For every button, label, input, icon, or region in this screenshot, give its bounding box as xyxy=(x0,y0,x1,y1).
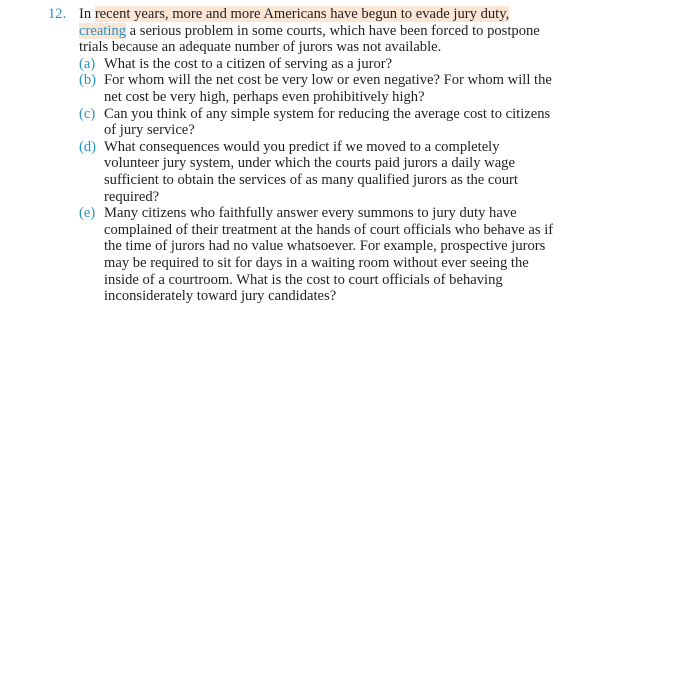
question-part-b xyxy=(79,72,558,105)
part-label: (d) xyxy=(79,138,97,155)
part-text: Many citizens who faithfully answer every summons to jury duty have complained of their treatment at the hands of court officials who behave as if the time of jurors had no value whatsoever. For example, prospective jurors may be required to sit for days in a waiting room without ever seeing the inside of a courtroom. What is the cost to court officials of behaving inconsiderately toward jury candidates? xyxy=(104,205,554,305)
part-label: (c) xyxy=(79,105,96,122)
part-text: What is the cost to a citizen of serving as a juror? xyxy=(104,55,393,72)
question-part-d xyxy=(79,139,558,205)
part-text: What consequences would you predict if we moved to a completely volunteer jury system, under which the courts paid jurors a daily wage sufficient to obtain the services of as many qualified jurors as the court required? xyxy=(104,138,518,205)
part-text: For whom will the net cost be very low or even negative? For whom will the net cost be very high, perhaps even prohibitively high? xyxy=(104,72,552,105)
question-part-c xyxy=(79,106,558,139)
part-label: (e) xyxy=(79,205,96,222)
question-number: 12. xyxy=(48,6,67,22)
part-label: (b) xyxy=(79,72,97,89)
stem-highlight: recent years, more and more Americans have begun to evade jury duty, xyxy=(94,6,510,22)
question-stem xyxy=(79,6,558,56)
question-part-e xyxy=(79,205,558,305)
question-header xyxy=(48,6,558,56)
stem-rest: a serious problem in some courts, which have been forced to postpone trials because an adequate number of jurors was not available. xyxy=(79,22,540,56)
question-block xyxy=(48,6,558,305)
part-text: Can you think of any simple system for reducing the average cost to citizens of jury service? xyxy=(104,105,551,139)
stem-highlight-link: creating xyxy=(79,22,126,39)
part-label: (a) xyxy=(79,55,96,72)
question-parts-list xyxy=(79,56,558,305)
question-part-a xyxy=(79,56,558,73)
stem-intro: In xyxy=(79,6,95,22)
